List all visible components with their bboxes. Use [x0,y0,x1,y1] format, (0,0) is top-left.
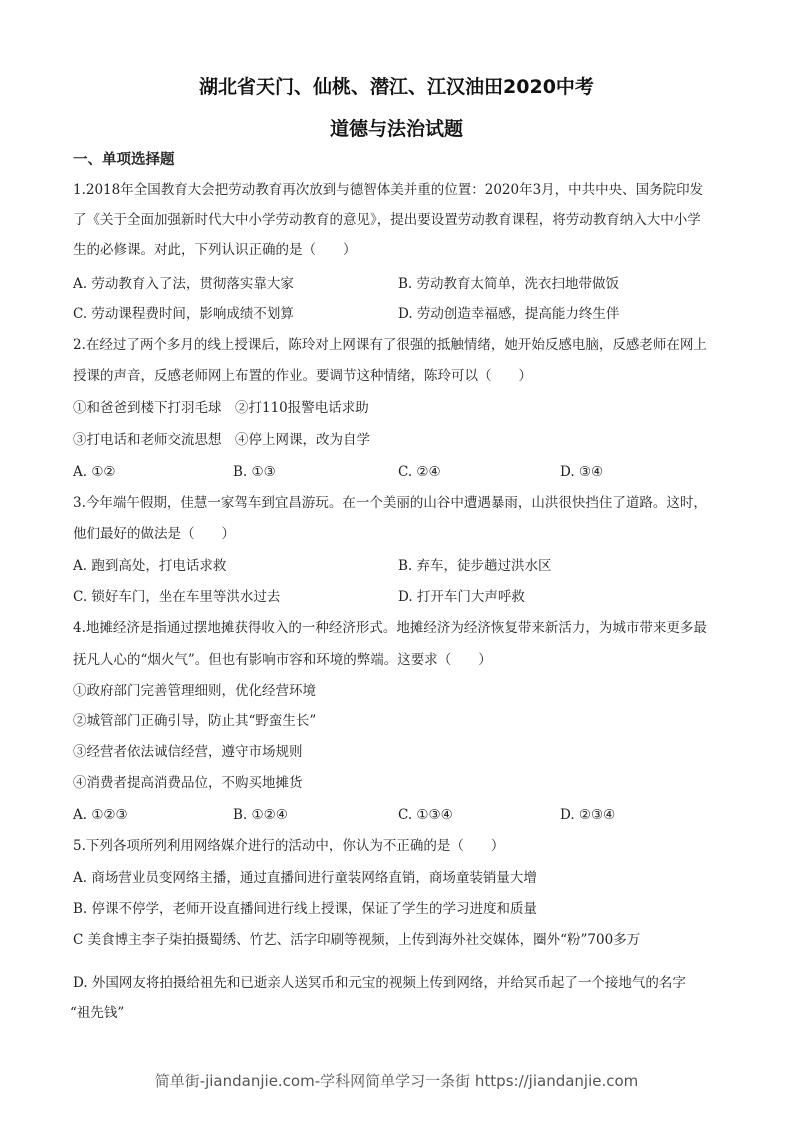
q5-option-c: C 美食博主李子柒拍摄蜀绣、竹艺、活字印刷等视频，上传到海外社交媒体，圈外“粉”700多万 [73,932,641,948]
question-4-statement: ④消费者提高消费品位，不购买地摊货 [73,775,303,791]
q1-option-c: C. 劳动课程费时间，影响成绩不划算 [73,306,294,322]
q4-option-c: C. ①③④ [398,807,453,823]
q2-option-a: A. ①② [73,464,116,480]
question-1-line: 生的必修课。对此，下列认识正确的是（ ） [73,242,357,258]
q3-option-d: D. 打开车门大声呼救 [398,589,525,605]
question-3-line: 他们最好的做法是（ ） [73,526,235,542]
section-heading: 一、单项选择题 [73,152,175,168]
question-2-line: 2.在经过了两个多月的线上授课后，陈玲对上网课有了很强的抵触情绪，她开始反感电脑，反感老师在网上 [73,337,707,353]
q2-option-d: D. ③④ [560,464,604,480]
q4-option-a: A. ①②③ [73,807,128,823]
q2-option-b: B. ①③ [233,464,276,480]
q3-option-c: C. 锁好车门，坐在车里等洪水过去 [73,589,281,605]
question-2-statement: ③打电话和老师交流思想 ④停上网课，改为自学 [73,432,370,448]
q5-option-d-continued: “祖先钱” [70,1005,125,1021]
question-1-line: 了《关于全面加强新时代大中小学劳动教育的意见》，提出要设置劳动教育课程，将劳动教育纳入大中小学 [73,212,701,228]
q5-option-d: D. 外国网友将拍摄给祖先和已逝亲人送冥币和元宝的视频上传到网络，并给冥币起了一个接地气的名字 [73,975,686,991]
question-4-statement: ③经营者依法诚信经营，遵守市场规则 [73,744,303,760]
q2-option-c: C. ②④ [398,464,441,480]
question-5-line: 5.下列各项所列利用网络媒介进行的活动中，你认为不正确的是（ ） [73,838,505,854]
q1-option-b: B. 劳动教育太简单，洗衣扫地带做饭 [398,276,620,292]
question-4-statement: ②城管部门正确引导，防止其“野蛮生长” [73,713,317,729]
question-4-line: 抚凡人心的“烟火气”。但也有影响市容和环境的弊端。这要求（ ） [73,652,492,668]
question-4-statement: ①政府部门完善管理细则，优化经营环境 [73,683,316,699]
footer-watermark: 简单街-jiandanjie.com-学科网简单学习一条街 https://jiandanjie.com [154,1072,639,1090]
question-2-statement: ①和爸爸到楼下打羽毛球 ②打110报警电话求助 [73,400,369,416]
q3-option-b: B. 弃车，徒步趟过洪水区 [398,558,552,574]
q1-option-d: D. 劳动创造幸福感，提高能力终生伴 [398,306,620,322]
q5-option-b: B. 停课不停学，老师开设直播间进行线上授课，保证了学生的学习进度和质量 [73,901,538,917]
document-subtitle: 道德与法治试题 [329,118,463,140]
question-1-line: 1.2018年全国教育大会把劳动教育再次放到与德智体美并重的位置：2020年3月，中共中央、国务院印发 [73,182,704,198]
q1-option-a: A. 劳动教育入了法，贯彻落实靠大家 [73,276,294,292]
question-2-line: 授课的声音，反感老师网上布置的作业。要调节这种情绪，陈玲可以（ ） [73,368,532,384]
q4-option-d: D. ②③④ [560,807,616,823]
question-4-line: 4.地摊经济是指通过摆地摊获得收入的一种经济形式。地摊经济为经济恢复带来新活力，为城市带来更多最 [73,620,707,636]
q4-option-b: B. ①②④ [233,807,288,823]
question-3-line: 3.今年端午假期，佳慧一家驾车到宜昌游玩。在一个美丽的山谷中遭遇暴雨，山洪很快挡住了道路。这时， [73,495,707,511]
q3-option-a: A. 跑到高处，打电话求救 [73,558,227,574]
q5-option-a: A. 商场营业员变网络主播，通过直播间进行童装网络直销，商场童装销量大增 [73,870,537,886]
document-title: 湖北省天门、仙桃、潜江、江汉油田2020中考 [199,76,594,98]
